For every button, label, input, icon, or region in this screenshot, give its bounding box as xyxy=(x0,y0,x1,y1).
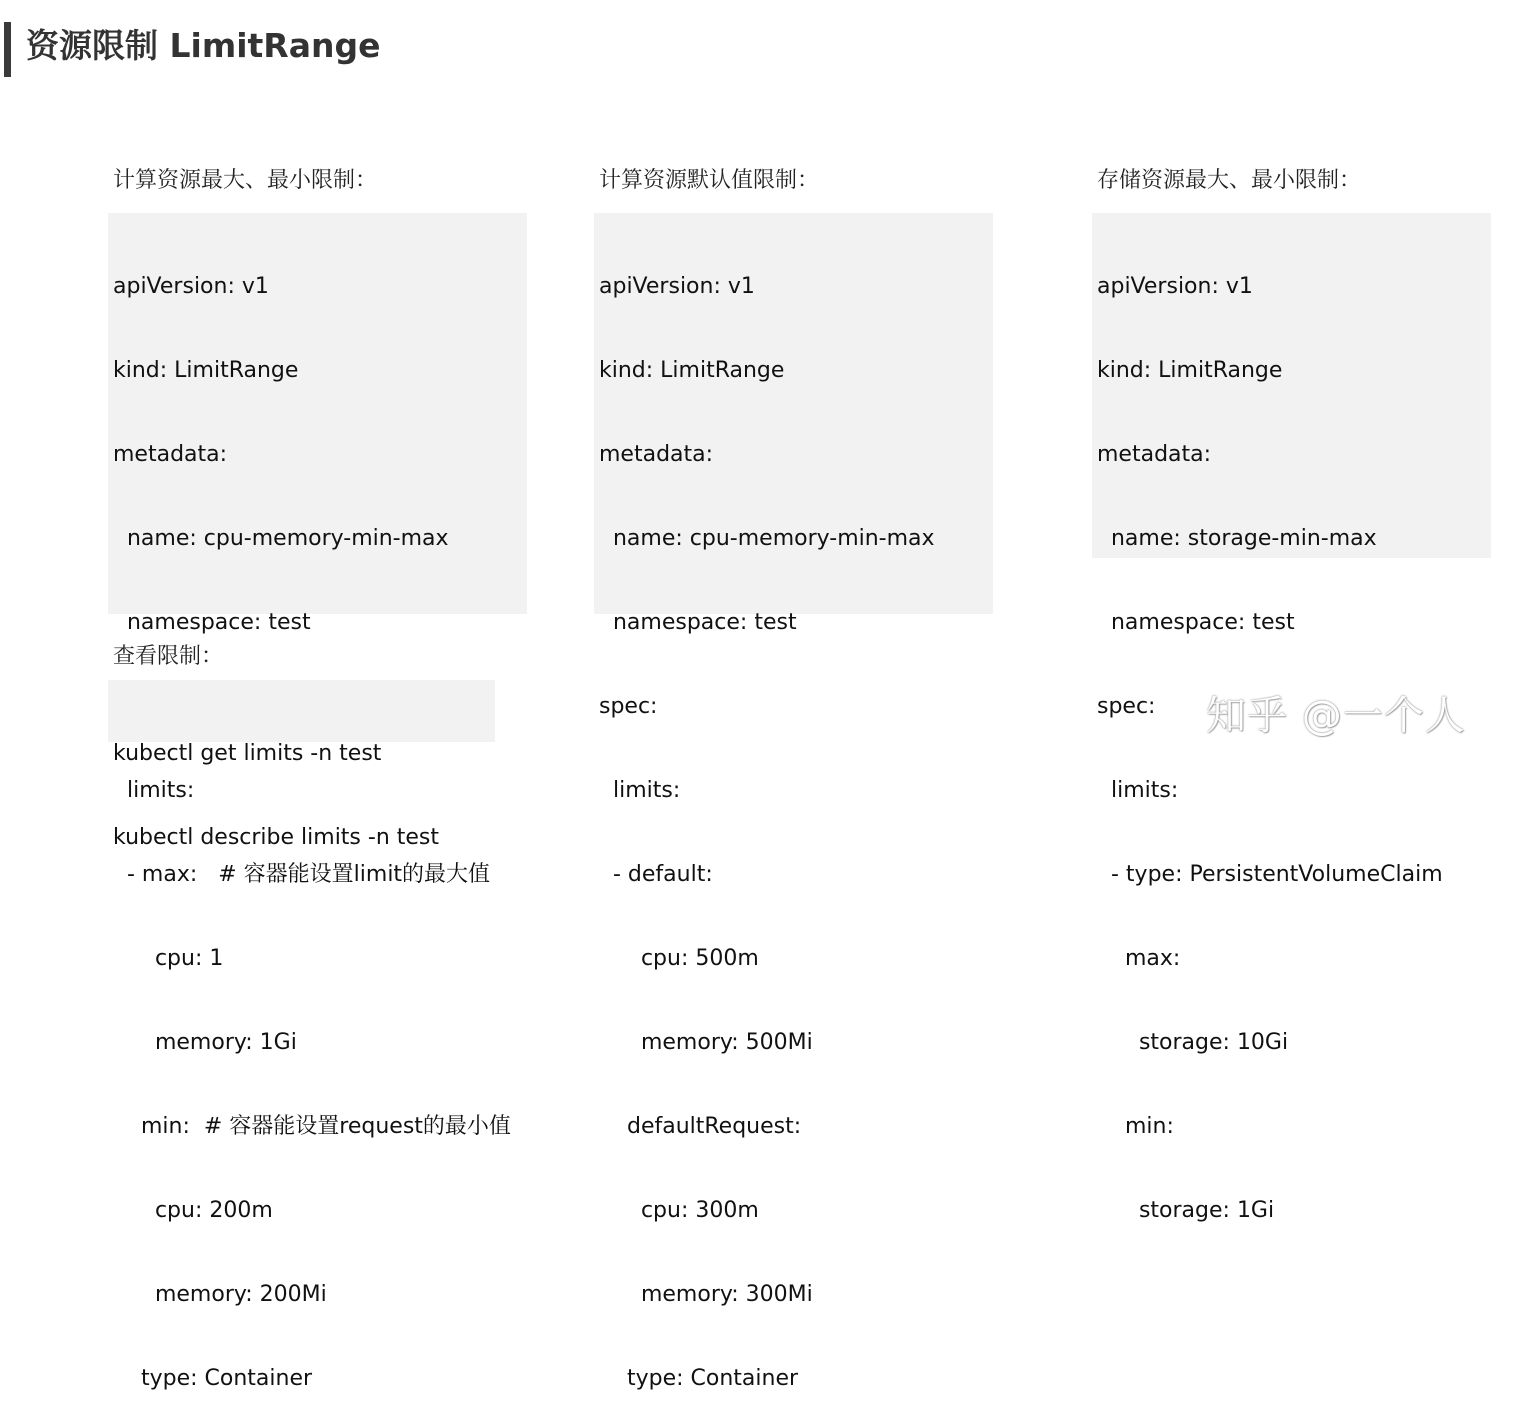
watermark: 知乎 @一个人 xyxy=(1206,693,1466,739)
page-title: 资源限制 LimitRange xyxy=(26,26,381,65)
compute-default-label: 计算资源默认值限制： xyxy=(599,168,820,193)
title-accent-bar xyxy=(4,22,11,77)
code-line: cpu: 200m xyxy=(113,1198,273,1223)
code-line: kind: LimitRange xyxy=(113,358,299,383)
view-limits-label: 查看限制： xyxy=(113,644,224,669)
code-line: spec: xyxy=(599,694,658,719)
view-limits-code-block xyxy=(108,680,495,850)
code-line: limits: xyxy=(113,778,195,803)
code-line: name: storage-min-max xyxy=(1097,526,1377,551)
code-line: storage: 1Gi xyxy=(1097,1198,1275,1223)
code-line: namespace: test xyxy=(1097,610,1295,635)
code-line: metadata: xyxy=(1097,442,1212,467)
code-line: - type: PersistentVolumeClaim xyxy=(1097,862,1443,887)
code-line: name: cpu-memory-min-max xyxy=(599,526,935,551)
code-line: memory: 500Mi xyxy=(599,1030,813,1055)
compute-default-code-block xyxy=(594,213,993,1391)
code-line: memory: 200Mi xyxy=(113,1282,327,1307)
code-line: max: xyxy=(1097,946,1181,971)
code-line: namespace: test xyxy=(599,610,797,635)
code-line: spec: xyxy=(1097,694,1156,719)
code-line: limits: xyxy=(1097,778,1179,803)
code-line: memory: 300Mi xyxy=(599,1282,813,1307)
code-line: apiVersion: v1 xyxy=(599,274,755,299)
code-line: memory: 1Gi xyxy=(113,1030,297,1055)
code-line: kind: LimitRange xyxy=(1097,358,1283,383)
code-line: metadata: xyxy=(599,442,714,467)
code-line: limits: xyxy=(599,778,681,803)
code-line: - max: # 容器能设置limit的最大值 xyxy=(113,862,491,887)
code-line: kind: LimitRange xyxy=(599,358,785,383)
code-line: apiVersion: v1 xyxy=(113,274,269,299)
code-line: min: xyxy=(1097,1114,1174,1139)
compute-min-max-label: 计算资源最大、最小限制： xyxy=(113,168,378,193)
code-line: type: Container xyxy=(113,1366,313,1391)
code-line: cpu: 500m xyxy=(599,946,759,971)
code-line: metadata: xyxy=(113,442,228,467)
code-line: kubectl describe limits -n test xyxy=(113,825,440,850)
code-line: cpu: 1 xyxy=(113,946,224,971)
code-line: kubectl get limits -n test xyxy=(113,741,382,766)
code-line: apiVersion: v1 xyxy=(1097,274,1253,299)
code-line: min: # 容器能设置request的最小值 xyxy=(113,1114,511,1139)
storage-min-max-label: 存储资源最大、最小限制： xyxy=(1097,168,1362,193)
code-line: defaultRequest: xyxy=(599,1114,802,1139)
code-line: name: cpu-memory-min-max xyxy=(113,526,449,551)
code-line: type: Container xyxy=(599,1366,799,1391)
code-line: namespace: test xyxy=(113,610,311,635)
code-line: cpu: 300m xyxy=(599,1198,759,1223)
code-line: storage: 10Gi xyxy=(1097,1030,1289,1055)
code-line: - default: xyxy=(599,862,713,887)
